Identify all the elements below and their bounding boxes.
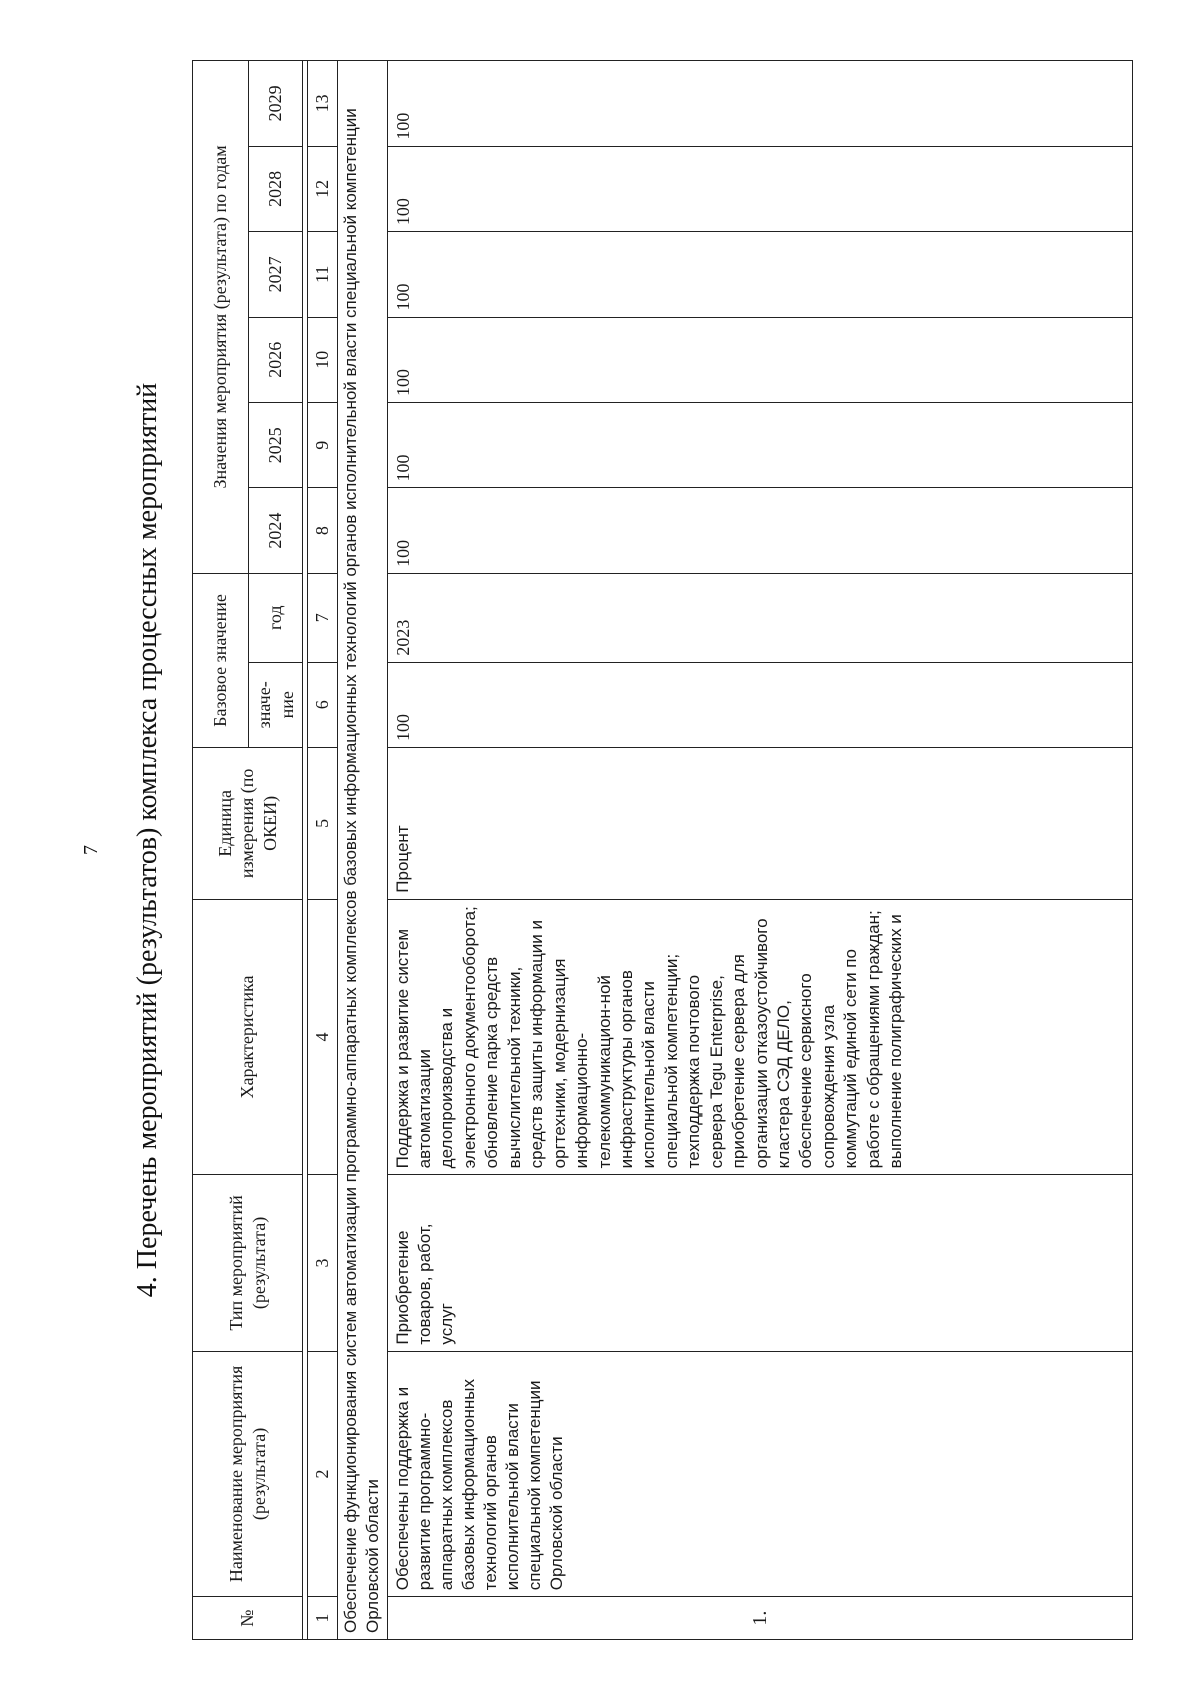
column-number: 3: [308, 1175, 338, 1351]
column-number: 10: [308, 317, 338, 402]
column-number: 4: [308, 899, 338, 1175]
table-row: [387, 61, 1132, 1640]
header-name: Наименование мероприятия (результата): [193, 1351, 303, 1597]
header-year: 2024: [249, 488, 303, 573]
header-unit: Единица измерения (по ОКЕИ): [193, 748, 303, 900]
row-value-2027: 100: [387, 232, 1132, 317]
section-title: Обеспечение функционирования систем автоматизации программно-аппаратных комплексов базовых информационных технологий органов исполнительной власти специальной компетенции Орловской области: [338, 61, 387, 1640]
header-year: 2028: [249, 146, 303, 231]
header-year: 2027: [249, 232, 303, 317]
row-base-year: 2023: [387, 573, 1132, 662]
column-number: 8: [308, 488, 338, 573]
row-unit: Процент: [387, 748, 1132, 900]
row-value-2024: 100: [387, 488, 1132, 573]
row-number: 1.: [387, 1597, 1132, 1640]
header-year: 2025: [249, 402, 303, 487]
row-value-2026: 100: [387, 317, 1132, 402]
header-no: №: [193, 1597, 303, 1640]
column-number: 7: [308, 573, 338, 662]
column-number: 13: [308, 61, 338, 147]
header-year: 2029: [249, 61, 303, 147]
row-base-value: 100: [387, 662, 1132, 747]
measures-table: [192, 60, 1133, 1640]
row-characteristic: Поддержка и развитие систем автоматизации делопроизводства и электронного документооборота; обновление парка средств вычислительной техники, средств защиты информации и оргтехники, модернизация информационно-телекоммуникацион-ной инфраструктуры органов исполнительной власти специальной компетенции; техподдержка почтового сервера Tegu Enterprise, приобретение сервера для организации отказоустойчивого кластера СЭД ДЕЛО, обеспечение сервисного сопровождения узла коммутаций единой сети по работе с обращениями граждан; выполнение полиграфических и: [387, 899, 1132, 1175]
row-value-2029: 100: [387, 61, 1132, 147]
column-number: 1: [308, 1597, 338, 1640]
page-title: 4. Перечень мероприятий (результатов) комплекса процессных мероприятий: [132, 382, 163, 1298]
header-characteristic: Характеристика: [193, 899, 303, 1175]
rotated-page: [40, 20, 1160, 1660]
column-number: 2: [308, 1351, 338, 1597]
column-number: 9: [308, 402, 338, 487]
column-number: 6: [308, 662, 338, 747]
header-years-group: Значения мероприятия (результата) по годам: [193, 61, 249, 574]
header-base-value: значе-ние: [249, 662, 303, 747]
row-type: Приобретение товаров, работ, услуг: [387, 1175, 1132, 1351]
column-number: 11: [308, 232, 338, 317]
header-year: 2026: [249, 317, 303, 402]
header-base-year: год: [249, 573, 303, 662]
page-number: 7: [80, 845, 102, 855]
column-number: 12: [308, 146, 338, 231]
row-value-2025: 100: [387, 402, 1132, 487]
header-type: Тип мероприятий (результата): [193, 1175, 303, 1351]
row-value-2028: 100: [387, 146, 1132, 231]
header-base: Базовое значение: [193, 573, 249, 747]
row-name: Обеспечены поддержка и развитие программно-аппаратных комплексов базовых информационных технологий органов исполнительной власти специальной компетенции Орловской области: [387, 1351, 1132, 1597]
column-number: 5: [308, 748, 338, 900]
